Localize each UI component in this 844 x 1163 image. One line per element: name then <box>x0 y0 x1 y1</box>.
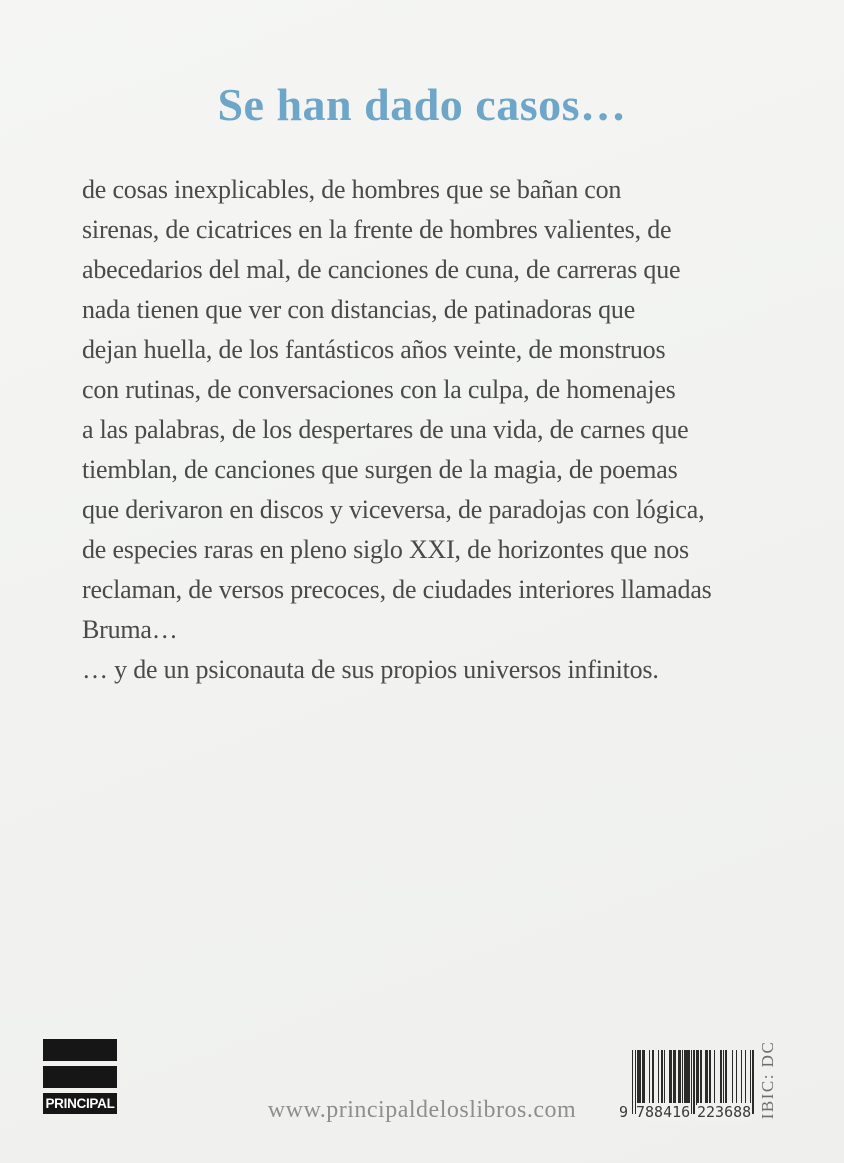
blurb-line: con rutinas, de conversaciones con la culpa, de homenajes <box>82 375 676 404</box>
barcode-bar-icon <box>649 1050 650 1105</box>
blurb-line: tiemblan, de canciones que surgen de la magia, de poemas <box>82 455 678 484</box>
logo-bar-icon <box>43 1039 117 1061</box>
publisher-website: www.principaldeloslibros.com <box>267 1097 577 1123</box>
barcode-bar-icon <box>632 1050 633 1114</box>
barcode-digit-prefix: 9 <box>618 1103 629 1121</box>
barcode-bar-icon <box>693 1050 694 1114</box>
barcode-bar-icon <box>706 1050 707 1105</box>
blurb-line: reclaman, de versos precoces, de ciudades interiores llamadas <box>82 575 712 604</box>
blurb-line: abecedarios del mal, de canciones de cuna, de carreras que <box>82 255 681 284</box>
blurb-line: nada tienen que ver con distancias, de patinadoras que <box>82 295 636 324</box>
barcode-bar-icon <box>679 1050 680 1105</box>
blurb-line: dejan huella, de los fantásticos años veinte, de monstruos <box>82 335 666 364</box>
barcode-digit-group: 223688 <box>697 1103 752 1121</box>
barcode-bar-icon <box>752 1050 753 1114</box>
barcode-bar-icon <box>688 1050 689 1105</box>
blurb-line: a las palabras, de los despertares de una vida, de carnes que <box>82 415 689 444</box>
barcode-bar-icon <box>736 1050 737 1105</box>
barcode-bar-icon <box>658 1050 659 1105</box>
barcode-bar-icon <box>697 1050 698 1105</box>
barcode-bar-icon <box>652 1050 653 1105</box>
blurb-line: de especies raras en pleno siglo XXI, de horizontes que nos <box>82 535 689 564</box>
blurb-line: Bruma… <box>82 615 178 644</box>
barcode-bar-icon <box>741 1050 742 1105</box>
barcode-bar-icon <box>670 1050 671 1105</box>
barcode-bar-icon <box>745 1050 746 1105</box>
publisher-logo-label: PRINCIPAL <box>43 1093 117 1114</box>
barcode-bar-icon <box>674 1050 675 1105</box>
barcode-bar-icon <box>710 1050 711 1105</box>
barcode-bar-icon <box>664 1050 665 1105</box>
page-title: Se han dado casos… <box>217 79 627 130</box>
barcode-bar-icon <box>732 1050 733 1105</box>
barcode-bar-icon <box>720 1050 721 1105</box>
blurb-line: sirenas, de cicatrices en la frente de hombres valientes, de <box>82 215 672 244</box>
blurb-line: de cosas inexplicables, de hombres que se bañan con <box>82 175 622 204</box>
barcode-bar-icon <box>661 1050 662 1105</box>
ibic-code-label: IBIC: DC <box>758 1040 777 1120</box>
barcode-bar-icon <box>691 1050 692 1114</box>
barcode-bar-icon <box>723 1050 724 1105</box>
blurb-line: … y de un psiconauta de sus propios universos infinitos. <box>82 655 659 684</box>
logo-bar-icon <box>43 1066 117 1088</box>
barcode-digit-group: 788416 <box>636 1103 691 1121</box>
barcode-bar-icon <box>701 1050 702 1105</box>
barcode-bar-icon <box>714 1050 715 1105</box>
barcode-bar-icon <box>725 1050 726 1105</box>
barcode-bar-icon <box>640 1050 641 1105</box>
barcode-bar-icon <box>682 1050 683 1105</box>
barcode-bar-icon <box>644 1050 645 1105</box>
blurb-line: que derivaron en discos y viceversa, de paradojas con lógica, <box>82 495 705 524</box>
ean13-barcode-icon <box>618 1050 754 1122</box>
blurb <box>82 170 814 690</box>
